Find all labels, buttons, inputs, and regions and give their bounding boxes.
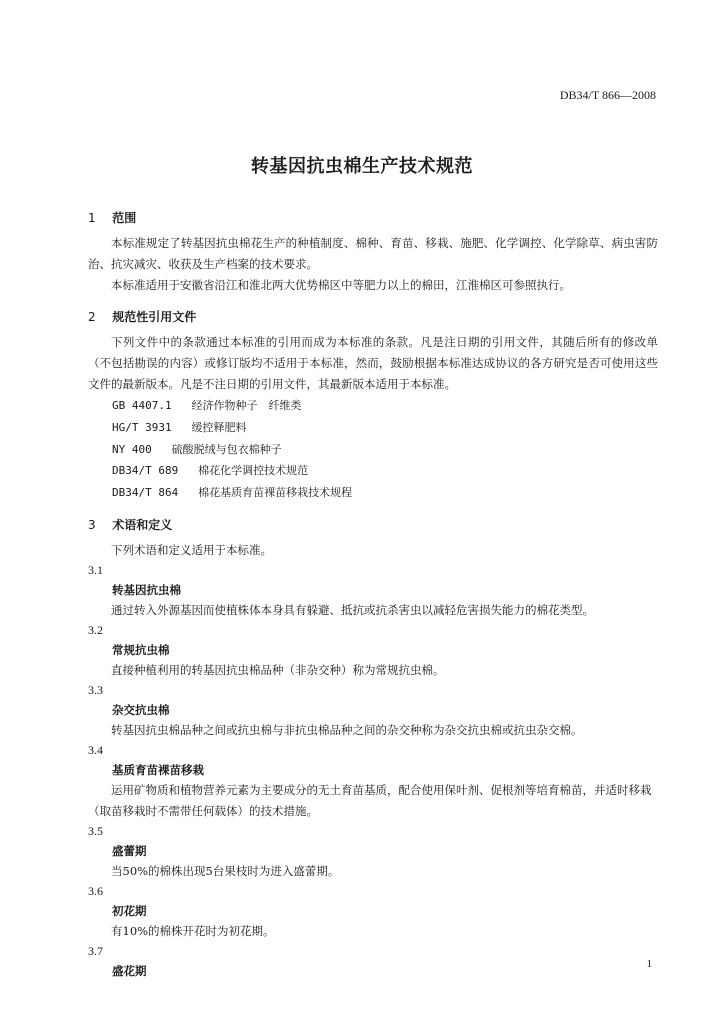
term-name: 转基因抗虫棉 — [112, 582, 181, 597]
reference-code: NY 400 — [112, 442, 152, 456]
term-name: 盛花期 — [112, 963, 147, 978]
term-number: 3.2 — [88, 622, 103, 637]
term-number: 3.3 — [88, 682, 103, 697]
term-number: 3.6 — [88, 883, 103, 898]
reference-title: 经济作物种子 纤维类 — [191, 399, 302, 412]
reference-title: 棉花基质育苗裸苗移栽技术规程 — [198, 486, 353, 500]
section-title: 范围 — [112, 211, 137, 225]
term-name: 盛蕾期 — [112, 843, 147, 858]
reference-code: HG/T 3931 — [112, 420, 172, 434]
reference-title: 缓控释肥料 — [191, 420, 247, 434]
section-title: 规范性引用文件 — [112, 310, 197, 324]
scope-paragraph-2: 本标准适用于安徽省沿江和淮北两大优势棉区中等肥力以上的棉田，江淮棉区可参照执行。 — [111, 278, 571, 292]
reference-item — [88, 395, 658, 417]
term-definition: 有10%的棉株开花时为初花期。 — [111, 923, 275, 938]
reference-code: GB 4407.1 — [112, 399, 172, 412]
reference-item — [88, 482, 658, 504]
section-heading-3 — [88, 514, 658, 536]
reference-item — [88, 417, 658, 439]
term-name: 初花期 — [112, 903, 147, 918]
term-definition: 当50%的棉株出现5台果枝时为进入盛蕾期。 — [111, 863, 340, 878]
term-definition: 通过转入外源基因而使植株体本身具有躲避、抵抗或抗杀害虫以减轻危害损失能力的棉花类型。 — [111, 602, 594, 617]
section-number: 3 — [88, 517, 96, 532]
term-name: 常规抗虫棉 — [112, 642, 170, 657]
page-number: 1 — [646, 958, 652, 970]
reference-title: 硫酸脱绒与包衣棉种子 — [171, 442, 282, 456]
term-definition: 转基因抗虫棉品种之间或抗虫棉与非抗虫棉品种之间的杂交种称为杂交抗虫棉或抗虫杂交棉。 — [111, 722, 583, 737]
term-name: 杂交抗虫棉 — [112, 702, 170, 717]
term-number: 3.1 — [88, 562, 103, 577]
reference-code: DB34/T 864 — [112, 486, 179, 500]
terms-intro: 下列术语和定义适用于本标准。 — [111, 542, 272, 557]
term-definition: 运用矿物质和植物营养元素为主要成分的无土育苗基质，配合使用保叶剂、促根剂等培育棉苗，并适时移栽（取苗移栽时不需带任何载体）的技术措施。 — [88, 782, 652, 818]
term-number: 3.7 — [88, 943, 103, 958]
scope-paragraph-1: 本标准规定了转基因抗虫棉花生产的种植制度、棉种、育苗、移栽、施肥、化学调控、化学除草、病虫害防治、抗灾减灾、收获及生产档案的技术要求。 — [88, 236, 658, 271]
reference-item — [88, 460, 658, 482]
section-heading-2 — [88, 306, 658, 328]
term-number: 3.4 — [88, 742, 103, 757]
document-body — [88, 207, 658, 981]
section-number: 2 — [88, 310, 96, 324]
reference-title: 棉花化学调控技术规范 — [198, 464, 309, 478]
standard-number: DB34/T 866—2008 — [559, 88, 656, 102]
reference-code: DB34/T 689 — [112, 464, 179, 478]
term-name: 基质育苗裸苗移栽 — [112, 762, 204, 777]
references-paragraph: 下列文件中的条款通过本标准的引用而成为本标准的条款。凡是注日期的引用文件，其随后所有的修改单（不包括勘误的内容）或修订版均不适用于本标准，然而，鼓励根据本标准达成协议的各方研究是否可使用这些文件的最新版本。凡是不注日期的引用文件，其最新版本适用于本标准。 — [88, 335, 658, 391]
term-number: 3.5 — [88, 823, 103, 838]
section-number: 1 — [88, 211, 96, 225]
document-title: 转基因抗虫棉生产技术规范 — [251, 156, 473, 177]
section-heading-1 — [88, 207, 658, 229]
term-definition: 直接种植利用的转基因抗虫棉品种（非杂交种）称为常规抗虫棉。 — [111, 662, 445, 677]
section-title: 术语和定义 — [112, 517, 173, 532]
reference-item — [88, 439, 658, 461]
